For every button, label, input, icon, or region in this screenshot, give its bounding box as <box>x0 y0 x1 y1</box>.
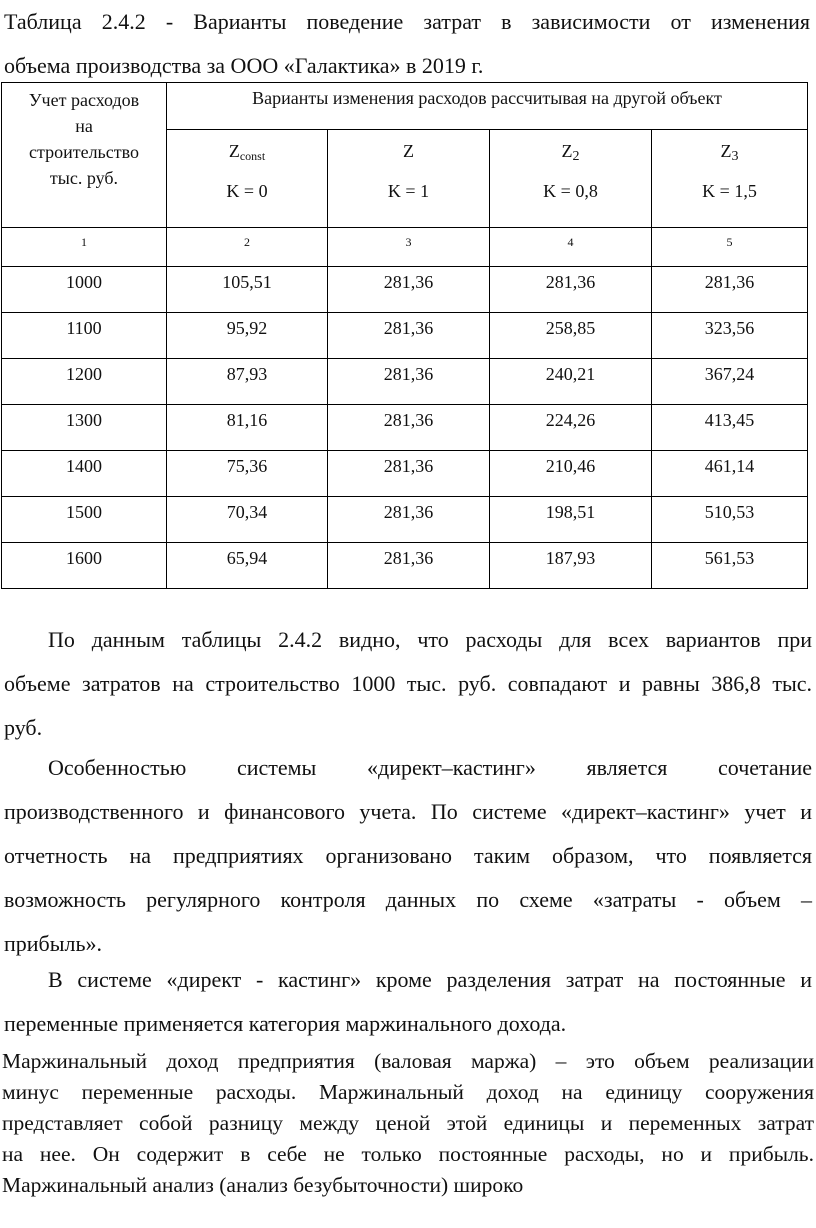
table-cell: 510,53 <box>652 497 808 543</box>
variant-symbol <box>328 136 489 176</box>
table-cell: 1500 <box>2 497 167 543</box>
header-cost-basis <box>2 83 167 228</box>
paragraph-line: прибыль». <box>4 931 103 956</box>
table-cell: 258,85 <box>490 313 652 359</box>
header-variant-z3 <box>652 130 808 228</box>
variant-k: K = 1 <box>387 181 430 202</box>
paragraph-line: объеме затратов на строительство 1000 тыс. руб. совпадают и равны 386,8 тыс. <box>4 671 812 696</box>
paragraph-line: минус переменные расходы. Маржинальный доход на единицу сооружения <box>2 1080 814 1104</box>
table-cell: 367,24 <box>652 359 808 405</box>
table-cell: 81,16 <box>167 405 328 451</box>
variant-z: Z <box>720 141 732 162</box>
table-cell: 1100 <box>2 313 167 359</box>
table-cell: 210,46 <box>490 451 652 497</box>
table-cell: 281,36 <box>328 313 490 359</box>
table-cell: 281,36 <box>652 267 808 313</box>
variant-k: K = 0 <box>226 181 268 202</box>
variant-subscript: const <box>239 149 266 164</box>
paragraph-line: Особенностью системы «директ–кастинг» является сочетание <box>48 755 812 780</box>
table-cell: 105,51 <box>167 267 328 313</box>
header-variants-group: Варианты изменения расходов рассчитывая на другой объект <box>167 83 808 130</box>
paragraph-line: В системе «директ - кастинг» кроме разделения затрат на постоянные и <box>48 967 812 992</box>
table-row <box>2 267 808 313</box>
caption-line-2: объема производства за ООО «Галактика» в 2019 г. <box>4 53 484 78</box>
table-cell: 281,36 <box>328 497 490 543</box>
variant-z: Z <box>228 141 240 162</box>
column-number: 2 <box>167 228 328 267</box>
table-cell: 461,14 <box>652 451 808 497</box>
column-number: 5 <box>652 228 808 267</box>
table-cell: 240,21 <box>490 359 652 405</box>
table-cell: 1300 <box>2 405 167 451</box>
variant-subscript: 2 <box>572 149 580 165</box>
cost-variants-table <box>1 82 808 589</box>
table-cell: 323,56 <box>652 313 808 359</box>
table-row <box>2 497 808 543</box>
paragraph-line: возможность регулярного контроля данных по схеме «затраты - объем – <box>4 887 812 912</box>
paragraph-3 <box>4 958 812 1046</box>
caption-line-1: Таблица 2.4.2 - Варианты поведение затрат в зависимости от изменения <box>4 9 810 34</box>
header-cost-basis-line: Учет расходов <box>28 90 140 110</box>
table-row <box>2 451 808 497</box>
header-variant-z2 <box>490 130 652 228</box>
variant-k: K = 0,8 <box>543 181 598 202</box>
header-cost-basis-line: строительство <box>29 142 139 162</box>
variant-z: Z <box>403 141 414 162</box>
table-cell: 1000 <box>2 267 167 313</box>
variant-subscript: 3 <box>731 149 739 165</box>
paragraph-1 <box>4 618 812 750</box>
paragraph-line: производственного и финансового учета. По системе «директ–кастинг» учет и <box>4 799 812 824</box>
table-cell: 281,36 <box>328 405 490 451</box>
table-cell: 1200 <box>2 359 167 405</box>
header-variant-zconst <box>167 130 328 228</box>
column-number-row <box>2 228 808 267</box>
table-cell: 95,92 <box>167 313 328 359</box>
header-variant-z <box>328 130 490 228</box>
table-row <box>2 543 808 589</box>
header-cost-basis-line: тыс. руб. <box>49 168 119 188</box>
column-number: 4 <box>490 228 652 267</box>
table-cell: 198,51 <box>490 497 652 543</box>
paragraph-4 <box>2 1046 814 1201</box>
table-row <box>2 405 808 451</box>
variant-k: K = 1,5 <box>702 181 757 202</box>
paragraph-line: По данным таблицы 2.4.2 видно, что расходы для всех вариантов при <box>48 627 812 652</box>
header-cost-basis-line: на <box>75 116 93 136</box>
table-cell: 281,36 <box>328 543 490 589</box>
table-cell: 1600 <box>2 543 167 589</box>
table-row <box>2 359 808 405</box>
table-cell: 281,36 <box>490 267 652 313</box>
paragraph-line: Маржинальный доход предприятия (валовая маржа) – это объем реализации <box>2 1049 814 1073</box>
table-row <box>2 313 808 359</box>
variant-symbol <box>652 136 807 176</box>
table-cell: 224,26 <box>490 405 652 451</box>
table-cell: 1400 <box>2 451 167 497</box>
table-cell: 75,36 <box>167 451 328 497</box>
variant-symbol <box>167 136 327 176</box>
paragraph-line: переменные применяется категория маржинального дохода. <box>4 1011 567 1036</box>
paragraph-line: Маржинальный анализ (анализ безубыточности) широко <box>2 1173 524 1197</box>
variant-z: Z <box>561 141 573 162</box>
variant-symbol <box>490 136 651 176</box>
paragraph-line: руб. <box>4 715 43 740</box>
table-caption <box>4 0 810 88</box>
column-number: 3 <box>328 228 490 267</box>
paragraph-2 <box>4 746 812 966</box>
table-cell: 187,93 <box>490 543 652 589</box>
paragraph-line: на нее. Он содержит в себе не только постоянные расходы, но и прибыль. <box>2 1142 814 1166</box>
table-cell: 281,36 <box>328 359 490 405</box>
table-cell: 281,36 <box>328 451 490 497</box>
table-cell: 561,53 <box>652 543 808 589</box>
table-cell: 87,93 <box>167 359 328 405</box>
paragraph-line: отчетность на предприятиях организовано таким образом, что появляется <box>4 843 812 868</box>
table-cell: 70,34 <box>167 497 328 543</box>
table-cell: 281,36 <box>328 267 490 313</box>
paragraph-line: представляет собой разницу между ценой этой единицы и переменных затрат <box>2 1111 814 1135</box>
column-number: 1 <box>2 228 167 267</box>
table-cell: 65,94 <box>167 543 328 589</box>
table-cell: 413,45 <box>652 405 808 451</box>
